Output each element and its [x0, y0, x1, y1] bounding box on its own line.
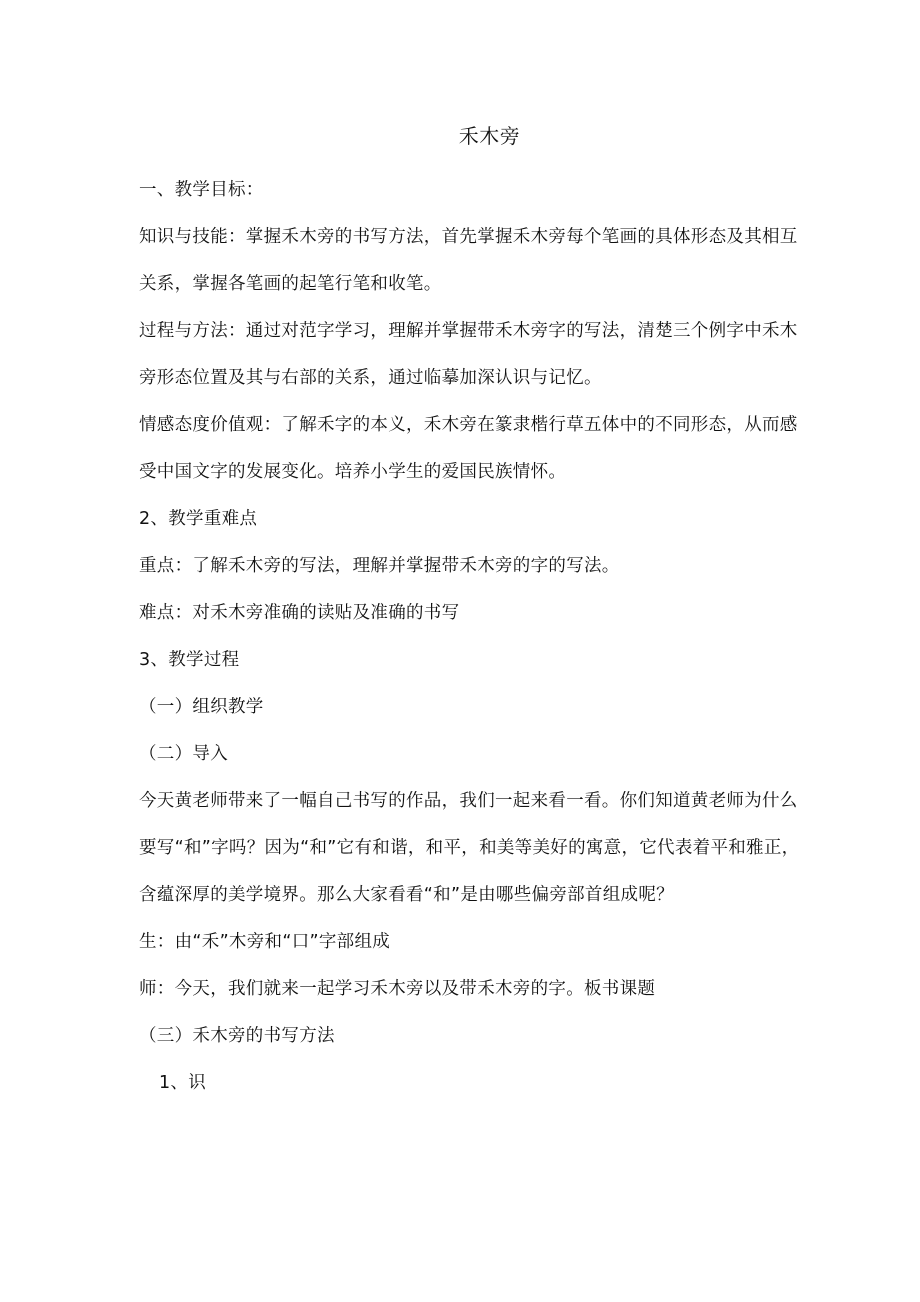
paragraph-knowledge-skills: 知识与技能：掌握禾木旁的书写方法，首先掌握禾木旁每个笔画的具体形态及其相互关系，掌握各笔画的起笔行笔和收笔。	[139, 227, 798, 294]
paragraph-introduction-text: 今天黄老师带来了一幅自己书写的作品，我们一起来看一看。你们知道黄老师为什么要写“和”字吗？因为“和”它有和谐，和平，和美等美好的寓意，它代表着平和雅正，含蕴深厚的美学境界。那么大家看看“和”是由哪些偏旁部首组成呢？	[139, 791, 800, 905]
paragraph-teacher-statement: 师：今天，我们就来一起学习禾木旁以及带禾木旁的字。板书课题	[139, 979, 656, 999]
section-heading-teaching-process: 3、教学过程	[139, 650, 240, 670]
paragraph-process-method: 过程与方法：通过对范字学习，理解并掌握带禾木旁字的写法，清楚三个例字中禾木旁形态位置及其与右部的关系，通过临摹加深认识与记忆。	[139, 321, 798, 388]
subheading-introduction: （二）导入	[139, 744, 228, 764]
section-heading-key-points: 2、教学重难点	[139, 509, 258, 529]
subheading-organize-teaching: （一）组织教学	[139, 697, 264, 717]
paragraph-key-point: 重点：了解禾木旁的写法，理解并掌握带禾木旁的字的写法。	[139, 556, 620, 576]
paragraph-emotion-values: 情感态度价值观：了解禾字的本义，禾木旁在篆隶楷行草五体中的不同形态，从而感受中国文字的发展变化。培养小学生的爱国民族情怀。	[139, 415, 798, 482]
document-title: 禾木旁	[458, 124, 521, 148]
paragraph-difficulty: 难点：对禾木旁准确的读贴及准确的书写	[139, 603, 460, 623]
list-item-recognize: 1、识	[159, 1073, 207, 1093]
section-heading-teaching-goals: 一、教学目标：	[139, 180, 264, 200]
subheading-writing-method: （三）禾木旁的书写方法	[139, 1026, 335, 1046]
paragraph-student-answer: 生：由“禾”木旁和“口”字部组成	[139, 932, 391, 952]
